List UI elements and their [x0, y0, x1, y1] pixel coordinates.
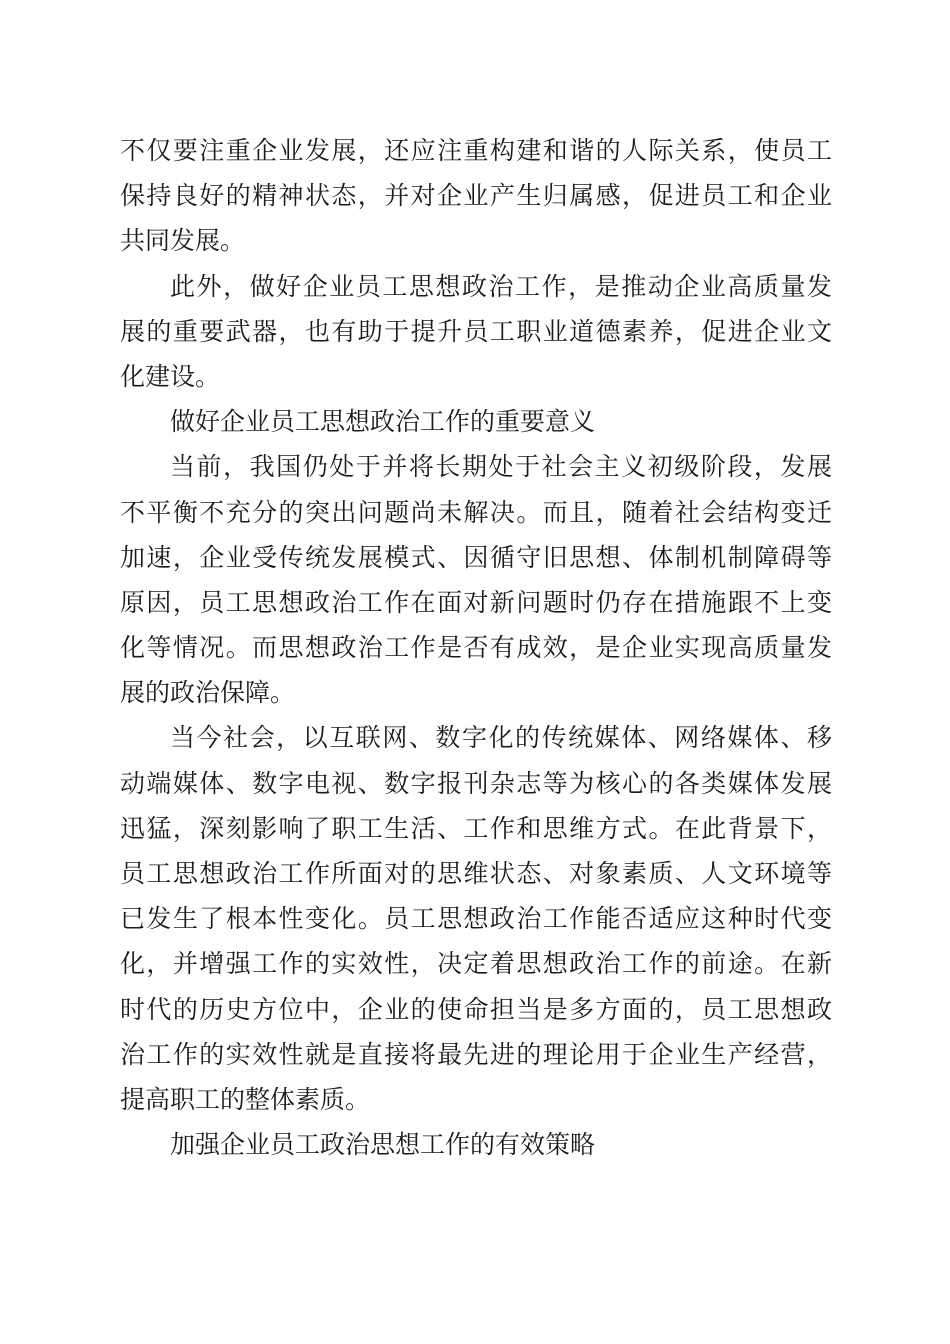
text-line: 展的重要武器，也有助于提升员工职业道德素养，促进企业文	[120, 316, 832, 346]
paragraph	[120, 444, 832, 715]
text-line: 展的政治保障。	[120, 678, 296, 708]
text-line: 当今社会，以互联网、数字化的传统媒体、网络媒体、移	[170, 723, 832, 753]
text-line: 此外，做好企业员工思想政治工作，是推动企业高质量发	[170, 271, 832, 301]
text-line: 共同发展。	[120, 226, 246, 256]
heading-line: 做好企业员工思想政治工作的重要意义	[170, 407, 596, 437]
heading-line: 加强企业员工政治思想工作的有效策略	[170, 1130, 596, 1160]
text-line: 加速，企业受传统发展模式、因循守旧思想、体制机制障碍等	[120, 542, 832, 572]
text-line: 原因，员工思想政治工作在面对新问题时仍存在措施跟不上变	[120, 587, 832, 617]
text-line: 化等情况。而思想政治工作是否有成效，是企业实现高质量发	[120, 633, 832, 663]
paragraph	[120, 264, 832, 400]
text-line: 保持良好的精神状态，并对企业产生归属感，促进员工和企业	[120, 181, 832, 211]
section-heading	[120, 1122, 832, 1167]
paragraph	[120, 715, 832, 1122]
text-line: 提高职工的整体素质。	[120, 1084, 371, 1114]
document-page	[120, 128, 832, 1167]
text-line: 动端媒体、数字电视、数字报刊杂志等为核心的各类媒体发展	[120, 768, 832, 798]
text-line: 化建设。	[120, 361, 221, 391]
text-line: 当前，我国仍处于并将长期处于社会主义初级阶段，发展	[170, 452, 832, 482]
text-line: 迅猛，深刻影响了职工生活、工作和思维方式。在此背景下，	[120, 813, 832, 843]
text-line: 不平衡不充分的突出问题尚未解决。而且，随着社会结构变迁	[120, 497, 832, 527]
text-line: 员工思想政治工作所面对的思维状态、对象素质、人文环境等	[120, 859, 832, 888]
paragraph	[120, 128, 832, 264]
text-line: 时代的历史方位中，企业的使命担当是多方面的，员工思想政	[120, 994, 832, 1024]
text-line: 治工作的实效性就是直接将最先进的理论用于企业生产经营，	[120, 1039, 832, 1069]
text-line: 已发生了根本性变化。员工思想政治工作能否适应这种时代变	[120, 904, 832, 934]
text-line: 不仅要注重企业发展，还应注重构建和谐的人际关系，使员工	[120, 136, 832, 165]
section-heading	[120, 399, 832, 444]
text-line: 化，并增强工作的实效性，决定着思想政治工作的前途。在新	[120, 949, 832, 979]
